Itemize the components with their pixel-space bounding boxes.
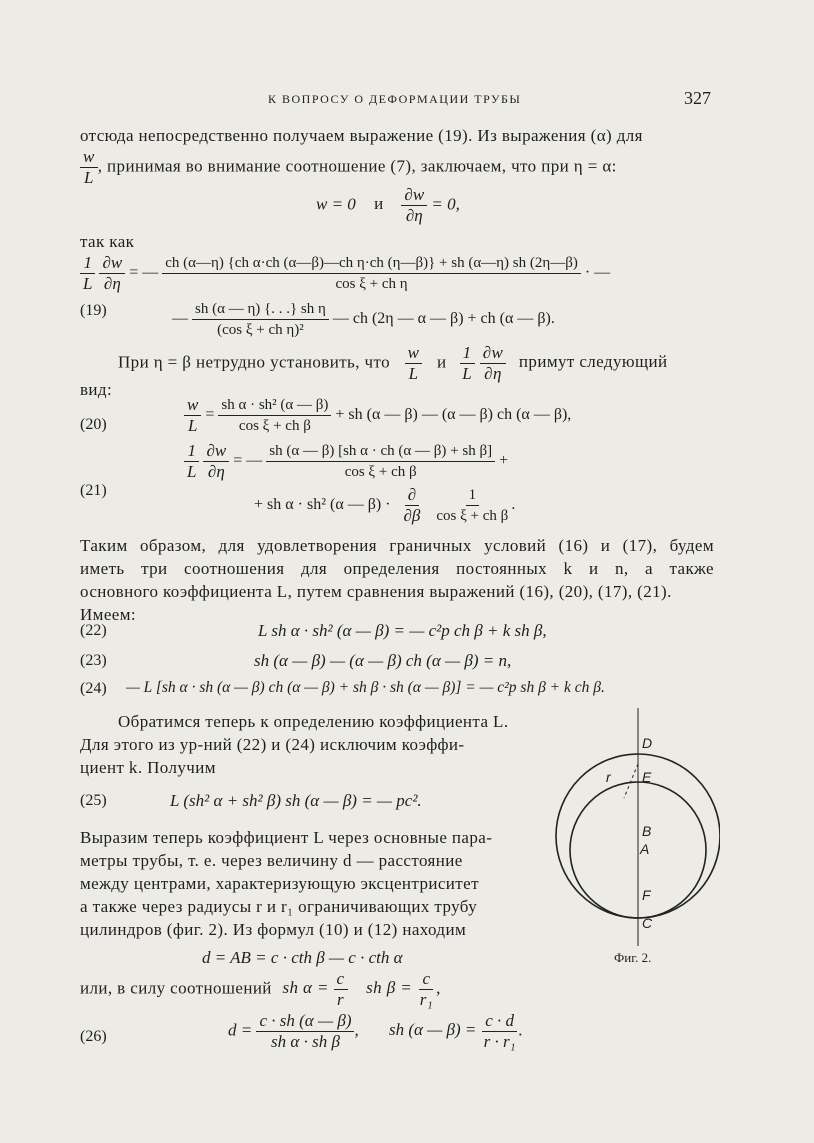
equation-part: ,	[436, 978, 441, 998]
paragraph-line: отсюда непосредственно получаем выражение (19). Из выражения (α) для	[80, 126, 643, 145]
fraction-denominator: L	[187, 462, 197, 481]
point-label-d: D	[642, 735, 653, 751]
fraction-numerator: ∂	[405, 486, 419, 506]
paragraph-line: Выразим теперь коэффициент L через основные пара-	[80, 828, 493, 847]
fraction-denominator: (cos ξ + ch η)²	[217, 322, 304, 338]
paragraph-line: циент k. Получим	[80, 758, 216, 777]
equation-label: (25)	[80, 792, 107, 809]
equation-part: +	[499, 452, 509, 470]
fraction-denominator: r	[337, 990, 345, 1009]
fraction-denominator: L	[462, 364, 473, 383]
equation-part: sh β =	[366, 978, 413, 998]
page-number: 327	[684, 88, 711, 108]
fraction-numerator: w	[80, 148, 98, 168]
fraction-numerator: ch (α—η) {ch α·ch (α—β)—ch η·ch (η—β)} + sh (α—η) sh (2η—β)	[162, 254, 581, 274]
radius-line	[624, 764, 638, 798]
fraction-denominator: ∂β	[403, 506, 421, 525]
equation-23: sh (α — β) — (α — β) ch (α — β) = n,	[254, 651, 512, 670]
fraction-numerator: w	[184, 396, 201, 416]
fraction-numerator: 1	[80, 254, 95, 274]
paragraph-line: Для этого из ур-ний (22) и (24) исключим коэффи-	[80, 735, 465, 754]
fraction-denominator: ∂η	[484, 364, 502, 383]
fraction-denominator: r₁	[419, 990, 434, 1009]
conjunction: и	[374, 194, 384, 214]
paragraph-line	[80, 970, 441, 1009]
paragraph-line: иметь три соотношения для определения постоянных k и n, а также	[80, 559, 714, 578]
fraction-denominator: L	[83, 274, 93, 293]
paragraph-line: так как	[80, 232, 135, 251]
equation-label: (20)	[80, 416, 107, 433]
equation-label: (24)	[80, 680, 107, 697]
fraction-numerator: ∂w	[203, 442, 229, 462]
point-label-f: F	[642, 887, 651, 903]
fraction-numerator: sh (α — η) {. . .} sh η	[192, 300, 329, 320]
fraction-denominator: L	[187, 416, 198, 435]
paragraph-line: метры трубы, т. е. через величину d — расстояние	[80, 851, 463, 870]
fraction-denominator: cos ξ + ch β	[238, 418, 311, 434]
fraction-numerator: w	[405, 344, 423, 364]
paragraph-line: основного коэффициента L, путем сравнения выражений (16), (20), (17), (21).	[80, 582, 672, 601]
fraction-numerator: sh (α — β) [sh α · ch (α — β) + sh β]	[266, 442, 495, 462]
equation-part: sh α =	[282, 978, 329, 998]
point-label-a: A	[640, 841, 650, 857]
equation-21-line-1: $\frac{1}{L}$ $\frac{\partial w}{\partial\eta}$ = — $\frac{\text{sh (α — β) [sh α · ch (α — β) + sh β]}}{\text{cos ξ + ch β}}$ +	[184, 442, 508, 481]
fraction-denominator: ∂η	[207, 462, 225, 481]
paragraph-text: При η = β нетрудно установить, что	[118, 352, 390, 372]
equation-22: L sh α · sh² (α — β) = — c²p ch β + k sh β,	[258, 621, 547, 640]
radius-label-r: r	[606, 769, 611, 785]
fraction-numerator: 1	[184, 442, 199, 462]
point-label-e: E	[642, 769, 652, 785]
equation-label: (19)	[80, 302, 107, 319]
fraction-numerator: c	[334, 970, 348, 990]
paragraph-line: Таким образом, для удовлетворения граничных условий (16) и (17), будем	[80, 536, 714, 555]
conjunction: и	[437, 352, 447, 372]
fraction-numerator: c · d	[482, 1012, 517, 1032]
equation-20: $\frac{w}{L}$ = $\frac{\text{sh α · sh² (α — β)}}{\text{cos ξ + ch β}}$ + sh (α — β) — (α — β) ch (α — β),	[184, 396, 571, 435]
fraction-numerator: c	[419, 970, 433, 990]
fraction-numerator: 1	[466, 486, 480, 506]
paragraph-line: Обратимся теперь к определению коэффициента L.	[118, 712, 509, 731]
point-label-b: B	[642, 823, 652, 839]
paragraph-line: Имеем:	[80, 605, 137, 624]
fraction-numerator: ∂w	[480, 344, 507, 364]
equation-25: L (sh² α + sh² β) sh (α — β) = — pc².	[170, 791, 422, 810]
equation-19-line-1: $\frac{1}{L}$ $\frac{\partial w}{\partial\eta}$ = — $\frac{\text{ch (α—η) \{ch α·ch (α—β)—ch η·ch (η—β)\} + sh (α—η) sh (2η—β)}}{\text{cos ξ + ch η}}$ · —	[80, 254, 610, 293]
fraction-denominator: cos ξ + ch β	[344, 464, 417, 480]
paragraph-line: цилиндров (фиг. 2). Из формул (10) и (12) находим	[80, 920, 467, 939]
fraction-denominator: L	[83, 168, 94, 187]
paragraph-line: вид:	[80, 380, 113, 399]
equation-part: sh (α — β) =	[388, 1020, 477, 1040]
equation-part: w = 0	[316, 194, 356, 214]
paragraph-text: , принимая во внимание соотношение (7), заключаем, что при η = α:	[97, 156, 617, 176]
fraction-denominator: sh α · sh β	[271, 1032, 340, 1051]
paragraph-line: а также через радиусы r и r₁ ограничивающих трубу	[80, 897, 478, 916]
equation-24: — L [sh α · sh (α — β) ch (α — β) + sh β · sh (α — β)] = — c²p sh β + k ch β.	[126, 679, 605, 696]
fraction-denominator: r · r₁	[483, 1032, 516, 1051]
fraction-numerator: c · sh (α — β)	[256, 1012, 354, 1032]
equation-boundary	[316, 186, 460, 225]
equation-part: ·	[584, 264, 591, 282]
equation-part: d =	[228, 1020, 253, 1040]
eccentric-pipe-figure	[550, 700, 720, 950]
equation-21-line-2	[254, 486, 515, 525]
equation-part: + sh α · sh² (α — β) ·	[254, 496, 391, 514]
equation-label: (23)	[80, 652, 107, 669]
equation-26	[228, 1012, 523, 1051]
fraction-numerator: ∂w	[401, 186, 427, 206]
fraction-numerator: 1	[460, 344, 475, 364]
paragraph-text: или, в силу соотношений	[80, 978, 272, 998]
figure-caption: Фиг. 2.	[614, 950, 652, 965]
fraction-denominator: cos ξ + ch β	[436, 508, 509, 524]
paragraph-line	[118, 344, 667, 383]
equation-part: .	[518, 1020, 523, 1040]
equation-part: + sh (α — β) — (α — β) ch (α — β),	[335, 406, 572, 424]
equation-part: — ch (2η — α — β) + ch (α — β).	[332, 310, 555, 328]
fraction-numerator: sh α · sh² (α — β)	[218, 396, 331, 416]
fraction-numerator: ∂w	[99, 254, 125, 274]
equation-label: (21)	[80, 482, 107, 499]
equation-part: = 0,	[431, 194, 460, 214]
paragraph-text: примут следующий	[518, 352, 668, 372]
equation-part: .	[511, 496, 516, 514]
point-label-c: C	[642, 915, 653, 931]
equation-19-line-2: — $\frac{\text{sh (α — η) \{. . .\} sh η}}{\text{(cos ξ + ch η)²}}$ — ch (2η — α — β) + ch (α — β).	[172, 301, 555, 338]
equation-part: ,	[354, 1020, 359, 1040]
fraction-denominator: cos ξ + ch η	[335, 276, 408, 292]
paragraph-line	[80, 148, 617, 187]
equation-distance: d = AB = c · cth β — c · cth α	[202, 948, 403, 967]
fraction-denominator: ∂η	[103, 274, 121, 293]
fraction-denominator: ∂η	[405, 206, 423, 225]
equation-label: (26)	[80, 1028, 107, 1045]
paragraph-line: между центрами, характеризующую эксцентриситет	[80, 874, 479, 893]
running-header: К ВОПРОСУ О ДЕФОРМАЦИИ ТРУБЫ	[268, 92, 522, 106]
equation-label: (22)	[80, 622, 107, 639]
fraction-denominator: L	[408, 364, 419, 383]
